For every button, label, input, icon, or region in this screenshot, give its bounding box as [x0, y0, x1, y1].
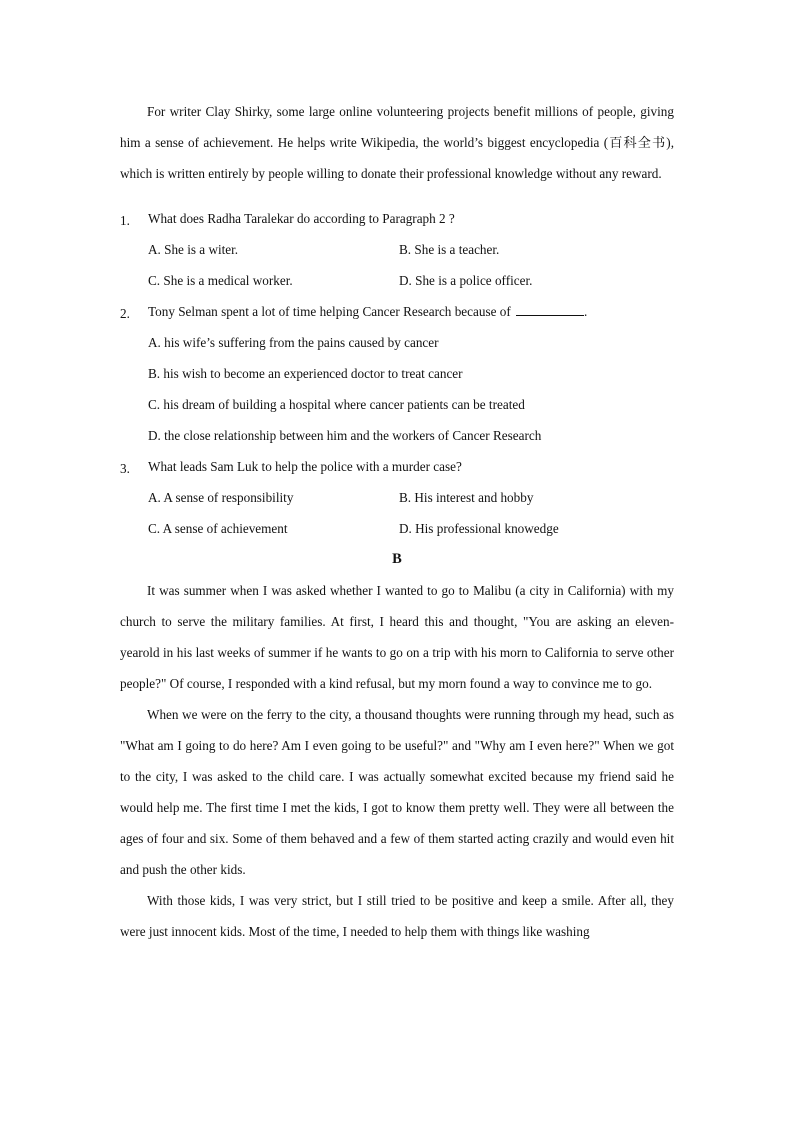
- spacer: [120, 189, 674, 203]
- option-a: A. She is a witer.: [148, 242, 239, 257]
- option-a: A. his wife’s suffering from the pains caused by cancer: [148, 335, 439, 350]
- passage-paragraph: It was summer when I was asked whether I wanted to go to Malibu (a city in California) with my church to serve the military families. At first, I heard this and thought, "You are asking an eleven-yearold in his last weeks of summer if he wants to go on a trip with his morn to California to serve other people?" Of course, I responded with a kind refusal, but my morn found a way to convince me to go.: [120, 583, 674, 691]
- option-c: C. A sense of achievement: [148, 521, 288, 536]
- passage-paragraph: When we were on the ferry to the city, a thousand thoughts were running through my head, such as "What am I going to do here? Am I even going to be useful?" and "Why am I even here?" When we got to the city, I was asked to the child care. I was actually somewhat excited because my friend said he would help me. The first time I met the kids, I got to know them pretty well. They were all between the ages of four and six. Some of them behaved and a few of them started acting crazily and would even hit and push the other kids.: [120, 707, 674, 877]
- options-row: [120, 358, 674, 389]
- question-3: [120, 451, 674, 482]
- option-d: D. She is a police officer.: [399, 273, 533, 288]
- options-row: [120, 420, 674, 451]
- option-d: D. His professional knowedge: [399, 521, 559, 536]
- options-row: [120, 513, 674, 544]
- question-number: 3.: [120, 461, 130, 476]
- question-1: [120, 203, 674, 234]
- option-a: A. A sense of responsibility: [148, 490, 294, 505]
- options-row: [120, 327, 674, 358]
- options-row: [120, 265, 674, 296]
- question-text-end: .: [584, 304, 588, 319]
- option-b: B. She is a teacher.: [399, 242, 500, 257]
- option-c: C. She is a medical worker.: [148, 273, 293, 288]
- question-number: 1.: [120, 213, 130, 228]
- intro-paragraph: For writer Clay Shirky, some large online volunteering projects benefit millions of people, giving him a sense of achievement. He helps write Wikipedia, the world’s biggest encyclopedia (百科全书), which is written entirely by people willing to donate their professional knowledge without any reward.: [120, 104, 674, 181]
- options-row: [120, 482, 674, 513]
- options-row: [120, 389, 674, 420]
- option-b: B. his wish to become an experienced doctor to treat cancer: [148, 366, 463, 381]
- option-d: D. the close relationship between him and the workers of Cancer Research: [148, 428, 542, 443]
- question-text-main: Tony Selman spent a lot of time helping Cancer Research because of: [148, 304, 511, 319]
- section-title: B: [392, 551, 402, 567]
- option-c: C. his dream of building a hospital where cancer patients can be treated: [148, 397, 525, 412]
- options-row: [120, 234, 674, 265]
- question-text: What does Radha Taralekar do according to Paragraph 2 ?: [148, 211, 455, 226]
- question-text: What leads Sam Luk to help the police with a murder case?: [148, 459, 462, 474]
- question-2: [120, 296, 674, 327]
- question-number: 2.: [120, 306, 130, 321]
- answer-blank: [516, 303, 584, 316]
- question-text: [148, 296, 587, 327]
- option-b: B. His interest and hobby: [399, 490, 534, 505]
- document-page: [120, 96, 674, 947]
- passage-paragraph: With those kids, I was very strict, but I still tried to be positive and keep a smile. After all, they were just innocent kids. Most of the time, I needed to help them with things like washing: [120, 893, 674, 939]
